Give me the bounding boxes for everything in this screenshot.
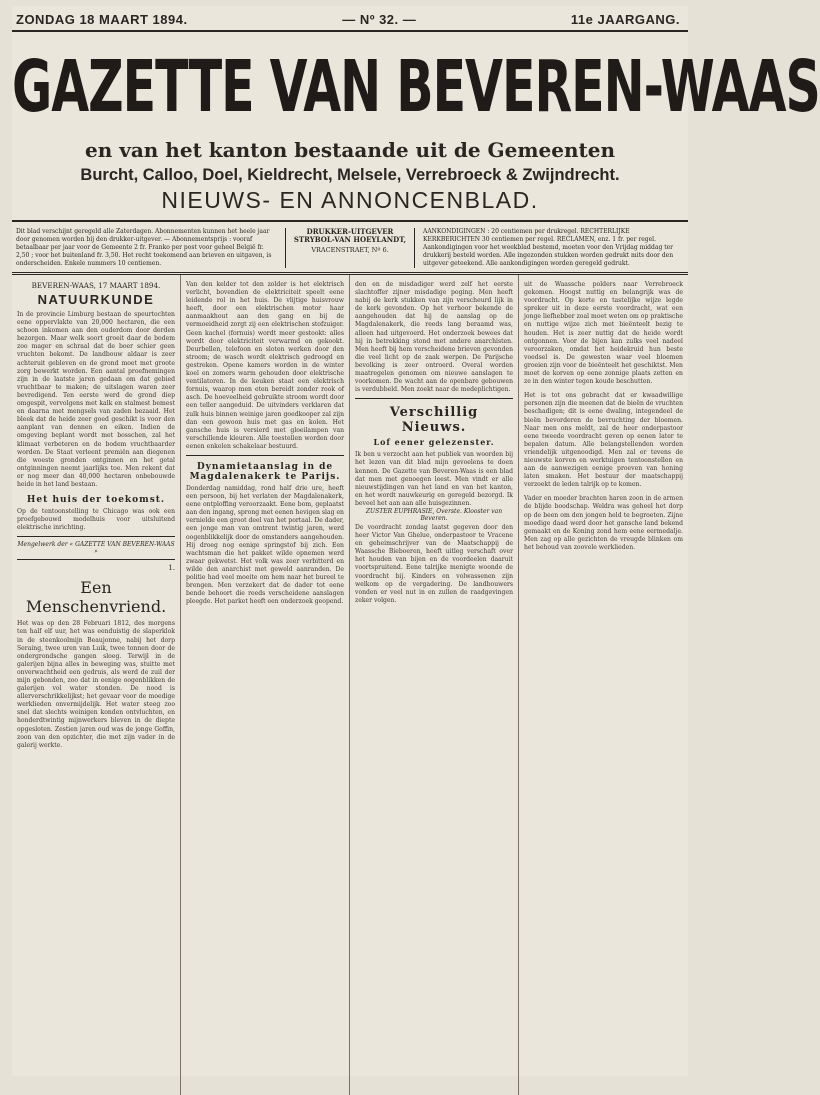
column-1	[12, 275, 181, 1095]
column-2	[181, 275, 350, 1095]
huis-toekomst-body: Op de tentoonstelling te Chicago was ook een proefgebouwd modelhuis voor uitsluitend elektrische inrichting.	[17, 508, 175, 532]
divider	[355, 398, 513, 399]
natuurkunde-body: In de provincie Limburg bestaan de speurtochten eene oppervlakte van 20,000 hectaren, die een schoon inkomen aan den ouderdom door derden bezorgen. Maar welk soort groeit daar de bodem zoo mager en schraal dat de boer schier geen vruchten bekomt. De landbouw aldaar is zeer achteruit gebleven en de grond moet met groote zorg bewerkt worden. Een aantal proefnemingen zijn in de laatste jaren gedaan om dat gebied vruchtbaar te maken; de uitslagen waren zeer bevredigend. Ten eerste werd de grond diep omgespit, vervolgens met kalk en stalmest bemest en daarna met mengsels van zaden bezaaid. Het bleek dat de heide zeer goed geschikt is voor den aanplant van dennen en eiken. Indien de omgeving beplant wordt met bosschen, zal het klimaat verbeteren en de bodem vruchtbaarder worden. De Staat verleent premiën aan diegenen die woeste gronden ontginnen en het getal ontginningen neemt jaarlijks toe. Men rekent dat er nog meer dan 40,000 hectaren onbebouwde heide in het land bestaan.	[17, 311, 175, 488]
printer-address: VRACENSTRAET, Nº 6.	[311, 246, 389, 254]
feuilleton-continued: Vader en moeder brachten haren zoon in de armen de blijde boodschap. Weldra was geheel het dorp op de been om den jongen held te begroeten. Zijne moedige daad werd door het gansche land bekend gemaakt en de Koning zond hem eene eermedalje. Men zag op alle gezichten de vreugde blinken om het behoud van zoovele werklieden.	[524, 495, 683, 551]
printer-name: STRYBOL-VAN HOEYLANDT,	[293, 235, 407, 244]
feuilleton-label: Mengelwerk der « GAZETTE VAN BEVEREN-WAAS »	[17, 541, 175, 556]
huis-toekomst-heading: Het huis der toekomst.	[26, 495, 166, 506]
beekeeping-body-2: Het is tot ons gebracht dat er kwaadwillige personen zijn die meenen dat de bieën de vruchten beschadigen; dit is eene dwaling, integendeel de bieën bevorderen de bevruchting der bloemen. Naar men ons meldt, zal de heer onderpastoor eene tweede voordracht geven op eenen later te bepalen datum. Alle belangstellenden worden vriendelijk uitgenoodigd. Men zal er tevens de nieuwste korven en werktuigen tentoonstellen en aan de aanwezigen eenige proeven van honing laten smaken. Het bestuur der maatschappij verzoekt de leden talrijk op te komen.	[524, 392, 683, 489]
feuilleton-body: Het was op den 28 Februari 1812, des morgens ten half elf uur, het was eenduistig de slaperklok in de steenkoolmijn Beaujonne, nabij het dorp Seraing, twee uren van Luik, twee tonnen door de ondergrondsche gangen sloeg. Terwijl in de galerijen bijna alles in beweging was, stuitte met onverwachtheid een gedruis, als werd de zuil der mijn gebonden, zoo dat in eenige oogenblikken de galerijen vol water stonden. De nood is allerverschrikkelijkst; het gevaar voor de moedige werklieden onvermijdelijk. Het water steeg zoo snel dat slechts weinigen konden ontvluchten, en honderdtwintig mijnwerkers bleven in de diepte opgesloten. Zestien jaren oud was de jonge Goffin, zoon van den opzichter, die met zijn vader in de galerij werkte.	[17, 620, 175, 749]
divider	[186, 455, 344, 456]
subtitle: en van het kanton bestaande uit de Gemeenten	[84, 138, 616, 162]
local-dateline: BEVEREN-WAAS, 17 MAART 1894.	[31, 281, 161, 290]
dateline-bar	[12, 6, 688, 32]
issue-number: — Nº 32. —	[342, 12, 417, 27]
newspaper-title: GAZETTE VAN BEVEREN-WAAS	[12, 45, 820, 129]
volume-year: 11e JAARGANG.	[570, 12, 680, 27]
electric-house-body: Van den kelder tot den zolder is het elektrisch verlicht, bovendien de elektriciteit speelt eene leidende rol in het huis. De vlijtige huisvrouw heeft, door een elektrischen motor haar aanmaakhout aan den gang en bij de vermoeidheid zorgt zij een elektrischen stofzuiger. Geen kachel (fornuis) wordt meer gestookt: alles wordt door elektriciteit verwarmd en gekookt. Deurbellen, telefoon en sloten werken door den stroom; de wasch wordt elektrisch gedroogd en gestreken. Opene kamers worden in de winter koel en zomers warm gehouden door elektrische ventilatoren. In de keuken staat een elektrisch fornuis, waarop men eten bereidt zonder rook of asch. De hoeveelheid gebruikte stroom wordt door een teller aangeduid. De uitvinders verklaren dat zulk huis binnen weinige jaren goedkooper zal zijn dan een gewoon huis met gas en kolen. Het gansche huis is versierd met gloeilampen van verschillende kleuren. Alle toestellen worden door eenen enkelen schakelaar bestuurd.	[186, 281, 344, 450]
column-3	[350, 275, 519, 1095]
feuilleton-title: Een Menschenvriend.	[25, 578, 167, 617]
beekeeping-continued: uit de Waassche polders naar Verrebroeck gekomen. Hoogst nuttig en belangrijk was de voordracht. Op korte en tastelijke wijze legde spreker uit in deze eerste voordracht, wat een jonge liefhebber zoal moet weten om op praktische en nuttige wijze zich met bieënteelt bezig te houden. Het is zeer nuttig dat de heide wordt ontgonnen. Voor de bijen kan zulks veel nadeel veroorzaken, omdat het heidekruid hun beste voedsel is. De gewesten waar veel bloemen groeien zijn voor de bieënteelt het geschiktst. Men moet de korven op eene zonnige plaats zetten en ze in den winter tegen koude beschutten.	[524, 281, 683, 386]
tagline: NIEUWS- EN ANNONCENBLAD.	[12, 187, 688, 222]
printer-block	[285, 228, 415, 268]
lof-body: Ik ben u verzocht aan het publiek van woorden bij het lezen van dit blad mijn gevoelens te doen kennen. De Gazette van Beveren-Waas is een blad dat men met genoegen leest. Men vindt er alle nieuwstijdingen van het land en van het kanton, en het wordt nauwkeurig en geregeld bezorgd. Ik beveel het aan aan alle huisgezinnen.	[355, 451, 513, 507]
towns-line: Burcht, Calloo, Doel, Kieldrecht, Melsele, Verrebroeck & Zwijndrecht.	[80, 166, 620, 184]
divider	[17, 559, 175, 560]
dynamite-continued: den en de misdadiger werd zelf het eerste slachtoffer zijner misdadige poging. Men heeft nabij de kerk stukken van zijn verscheurd lijk in de kerk gevonden. Op het verhoor bekende de aangehouden dat hij de aanslag op de Magdalenakerk, die reeds lang beraamd was, alleen had uitgevoerd. Het onderzoek bewees dat hij in betrekking stond met andere anarchisten. Men heeft bij hem verscheidene brieven gevonden die veel licht op de zaak werpen. De Parijsche bevolking is zeer ontroerd. Overal worden maatregelen genomen om nieuwe aanslagen te voorkomen. De wacht aan de openbare gebouwen is verdubbeld. Men zoekt naar de medeplichtigen.	[355, 281, 513, 394]
article-columns	[12, 275, 688, 1095]
issue-date: ZONDAG 18 MAART 1894.	[16, 12, 188, 27]
dynamite-body: Donderdag namiddag, rond half drie ure, heeft een persoon, bij het verlaten der Magdalenakerk, eene ontploffing veroorzaakt. Eene bom, geplaatst aan den ingang, sprong met eenen hevigen slag en vernielde een groot deel van het portaal. De dader, een jonge man van omtrent twintig jaren, werd oogenblikkelijk door de omstanders aangehouden. Hij droeg nog eenige springstof bij zich. Een wachtsman die het pakket wilde opnemen werd zwaar gekwetst. Het volk was zeer verbitterd en wilde den anarchist met geweld aanranden. De politie had veel moeite om hem naar het bureel te brengen. Men verzekert dat de dader tot eene bende behoort die reeds verscheidene aanslagen pleegde. Het parket heeft een onderzoek geopend.	[186, 484, 344, 606]
divider	[17, 536, 175, 537]
subscription-terms: Dit blad verschijnt geregeld alle Zaterdagen. Abonnementen kunnen het heele jaar door genomen worden bij den drukker-uitgever. — Abonnementsprijs : vooraf betaalbaar per jaar voor de Gemeente 2 fr. Franko per post voor geheel België fr. 2,50 ; voor het buitenland fr. 3,50. Het recht toekomend aan brieven en uitgaven, is onderscheiden. Enkele nummers 10 centiemen.	[16, 228, 272, 267]
verschillig-nieuws-heading: Verschillig Nieuws.	[389, 405, 479, 436]
newspaper-page	[12, 6, 820, 1076]
column-4	[519, 275, 688, 1095]
advertising-terms: AANKONDIGINGEN : 20 centiemen per drukregel. RECHTERLIJKE KERKBERICHTEN 30 centiemen per regel. RECLAMEN, enz. 1 fr. per regel. Aankondigingen voor het weekblad bestemd, moeten voor den Vrijdag middag ter drukkerij besteld worden. Alle ingezonden stukken worden gedrukt mits door den uitgever geteekend. Alle aankondigingen worden geregeld gedrukt.	[423, 228, 674, 267]
printer-label: DRUKKER-UITGEVER	[306, 227, 394, 236]
lof-heading: Lof eener gelezenster.	[373, 437, 495, 448]
lof-signature: ZUSTER EUPHRASIE, Overste. Klooster van Beveren.	[365, 507, 503, 522]
natuurkunde-heading: NATUURKUNDE	[37, 292, 155, 307]
feuilleton-number: 1.	[168, 564, 175, 573]
dynamite-heading: Dynamietaanslag in de Magdalenakerk te Parijs.	[189, 461, 341, 482]
subscription-info-bar	[12, 222, 688, 275]
beekeeping-lecture-body: De voordracht zondag laatst gegeven door den heer Victor Van Ghelue, onderpastoor te Vracene en geheimschrijver van de Maatschappij de Waassche Bieboeren, heeft uitleg verschaft over het houden van bijen en de voordeelen daaruit voortspruitend. Eene talrijke menigte woonde de voordracht bij. Kinders en volwassenen zijn welkom op de vergadering. De landbouwers vonden er veel nut in en zullen de raadgevingen zeker volgen.	[355, 523, 513, 604]
